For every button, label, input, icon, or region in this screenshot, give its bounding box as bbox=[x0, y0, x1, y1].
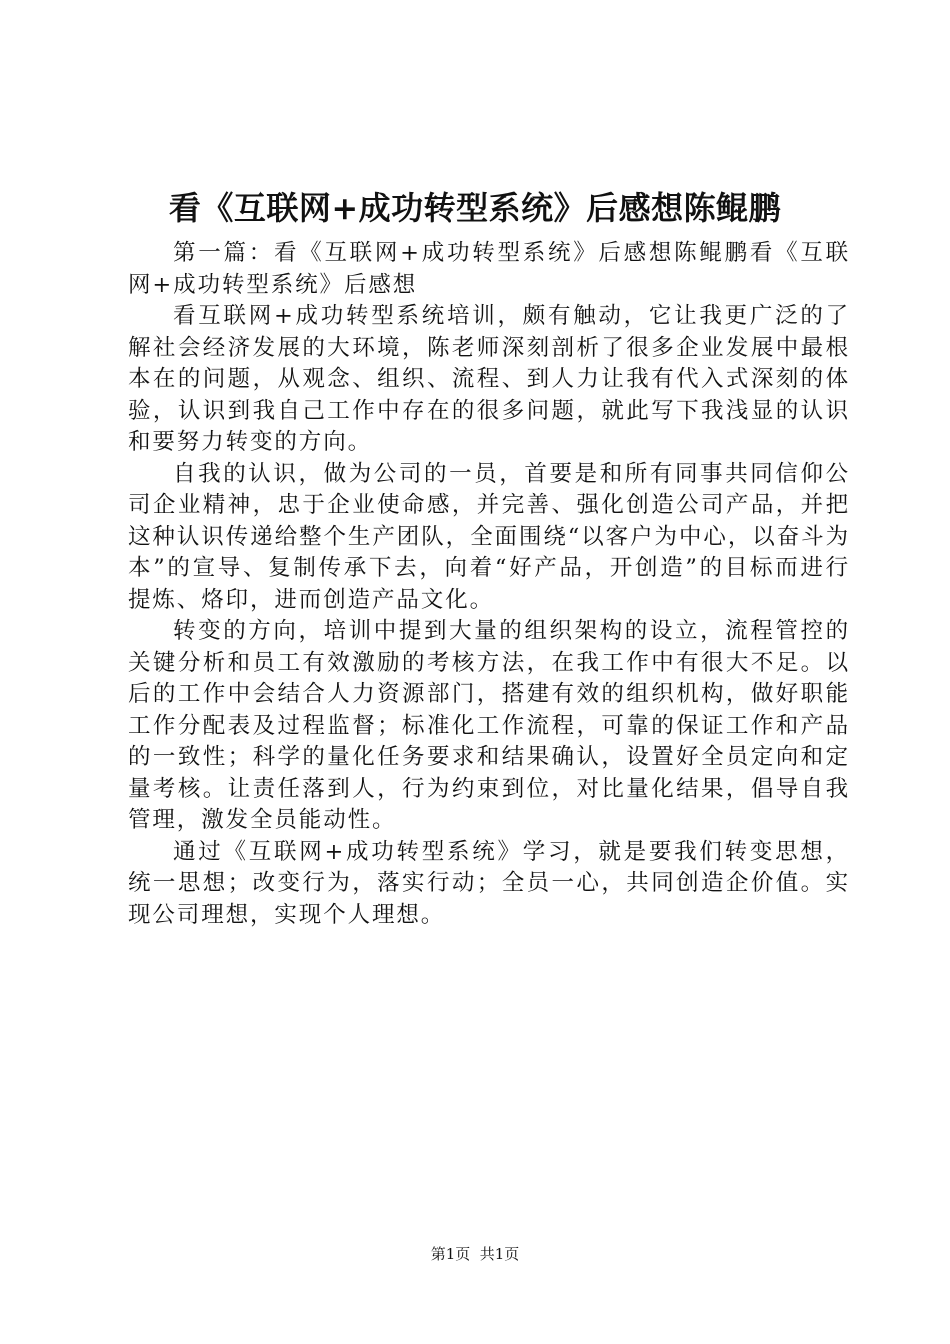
paragraph: 自我的认识，做为公司的一员，首要是和所有同事共同信仰公司企业精神，忠于企业使命感，并完善、强化创造公司产品，并把这种认识传递给整个生产团队，全面围绕“以客户为中心，以奋斗为本”的宣导、复制传承下去，向着“好产品，开创造”的目标而进行提炼、烙印，进而创造产品文化。 bbox=[128, 460, 850, 613]
document-body bbox=[128, 238, 850, 931]
paragraph: 通过《互联网+成功转型系统》学习，就是要我们转变思想，统一思想；改变行为，落实行动；全员一心，共同创造企价值。实现公司理想，实现个人理想。 bbox=[128, 838, 850, 928]
paragraph: 转变的方向，培训中提到大量的组织架构的设立，流程管控的关键分析和员工有效激励的考核方法，在我工作中有很大不足。以后的工作中会结合人力资源部门，搭建有效的组织机构，做好职能工作分配表及过程监督；标准化工作流程，可靠的保证工作和产品的一致性；科学的量化任务要求和结果确认，设置好全员定向和定量考核。让责任落到人，行为约束到位，对比量化结果，倡导自我管理，激发全员能动性。 bbox=[128, 618, 850, 833]
document-title: 看《互联网+成功转型系统》后感想陈鲲鹏 bbox=[168, 189, 782, 227]
page-footer: 第1页 共1页 bbox=[430, 1245, 520, 1263]
paragraph: 第一篇：看《互联网+成功转型系统》后感想陈鲲鹏看《互联网+成功转型系统》后感想 bbox=[128, 240, 850, 298]
paragraph: 看互联网+成功转型系统培训，颇有触动，它让我更广泛的了解社会经济发展的大环境，陈老师深刻剖析了很多企业发展中最根本在的问题，从观念、组织、流程、到人力让我有代入式深刻的体验，认识到我自己工作中存在的很多问题，就此写下我浅显的认识和要努力转变的方向。 bbox=[128, 303, 850, 455]
